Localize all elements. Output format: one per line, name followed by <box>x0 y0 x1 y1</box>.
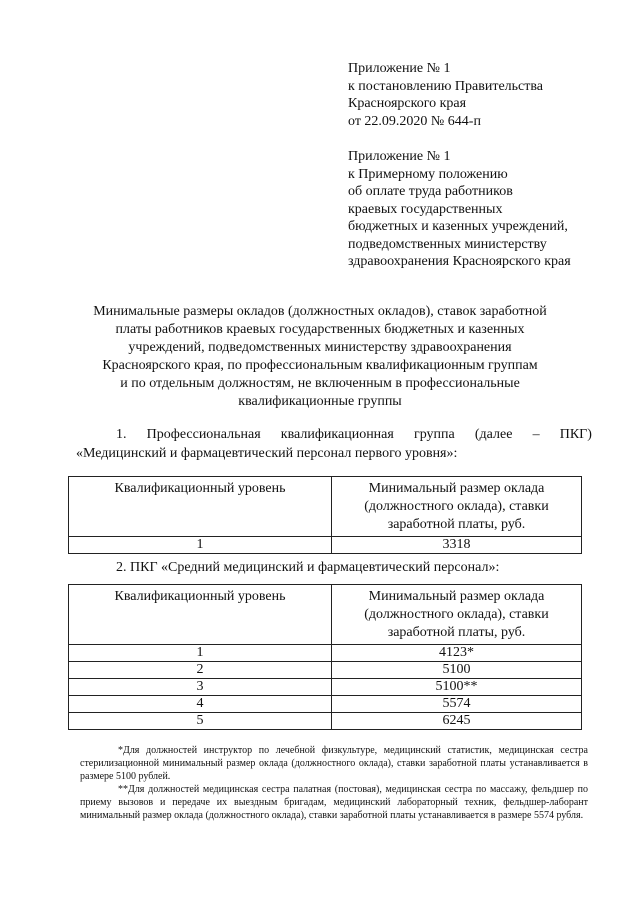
cell-salary: 6245 <box>332 713 582 730</box>
title-line: учреждений, подведомственных министерству здравоохранения <box>128 340 512 355</box>
cell-salary: 3318 <box>332 537 582 554</box>
heading-word: квалификационная <box>280 427 394 442</box>
title-line: и по отдельным должностям, не включенным в профессиональные <box>120 376 520 391</box>
appendix-line: бюджетных и казенных учреждений, <box>348 219 568 234</box>
table-header-row <box>69 585 582 645</box>
cell-salary: 5574 <box>332 696 582 713</box>
header-salary <box>332 477 582 537</box>
header-salary-line: Минимальный размер оклада <box>368 481 545 496</box>
cell-level: 1 <box>69 645 332 662</box>
table-row <box>69 713 582 730</box>
header-salary <box>332 585 582 645</box>
section-2-heading: 2. ПКГ «Средний медицинский и фармацевтический персонал»: <box>116 560 500 575</box>
section-1-line-1 <box>76 425 592 444</box>
table-row <box>69 645 582 662</box>
appendix-line: Красноярского края <box>348 96 467 111</box>
title-line: Минимальные размеры окладов (должностных окладов), ставок заработной <box>93 304 547 319</box>
appendix-line: об оплате труда работников <box>348 184 513 199</box>
appendix-line: от 22.09.2020 № 644-п <box>348 113 481 129</box>
heading-word: – <box>532 427 540 442</box>
header-salary-line: (должностного оклада), ставки <box>364 607 549 622</box>
header-level: Квалификационный уровень <box>69 477 332 537</box>
header-salary-line: заработной платы, руб. <box>387 625 526 640</box>
cell-salary: 4123* <box>332 645 582 662</box>
heading-word: (далее <box>474 427 513 442</box>
section-1-heading <box>76 425 592 463</box>
header-salary-line: заработной платы, руб. <box>387 517 526 532</box>
table-row <box>69 696 582 713</box>
header-level: Квалификационный уровень <box>69 585 332 645</box>
footnote-1: *Для должностей инструктор по лечебной физкультуре, медицинский статистик, медицинская сестра стерилизационной минимальный размер оклада (должностного оклада), ставки заработной платы устанавливается в размере 5100 рублей. <box>80 745 588 782</box>
appendix-line: краевых государственных <box>348 201 503 217</box>
header-salary-line: Минимальный размер оклада <box>368 589 545 604</box>
title-line: платы работников краевых государственных бюджетных и казенных <box>115 322 525 337</box>
table-header-row <box>69 477 582 537</box>
cell-salary: 5100** <box>332 679 582 696</box>
header-salary-line: (должностного оклада), ставки <box>364 499 549 514</box>
footnote-2: **Для должностей медицинская сестра палатная (постовая), медицинская сестра по массажу, фельдшер по приему вызовов и передаче их выездным бригадам, медицинский лабораторный техник, фельдшер-лаборант минимальный размер оклада (должностного оклада), ставки заработной платы устанавливается в размере 5574 рубля. <box>80 784 588 821</box>
footnotes <box>80 744 588 822</box>
appendix-line: Приложение № 1 <box>348 61 451 76</box>
appendix-line: к Примерному положению <box>348 166 508 182</box>
appendix-line: подведомственных министерству <box>348 236 547 252</box>
appendix-regulation-header <box>348 148 608 271</box>
table-pkg-1 <box>68 476 582 554</box>
cell-level: 2 <box>69 662 332 679</box>
cell-level: 1 <box>69 537 332 554</box>
cell-level: 5 <box>69 713 332 730</box>
heading-word: группа <box>413 427 455 442</box>
appendix-line: Приложение № 1 <box>348 149 451 164</box>
table-row <box>69 537 582 554</box>
heading-word: ПКГ) <box>559 427 592 442</box>
heading-word: 1. <box>116 427 127 442</box>
cell-salary: 5100 <box>332 662 582 679</box>
cell-level: 3 <box>69 679 332 696</box>
title-line: Красноярского края, по профессиональным квалификационным группам <box>102 358 538 373</box>
section-1-line-2: «Медицинский и фармацевтический персонал первого уровня»: <box>76 446 458 461</box>
document-title <box>60 303 580 411</box>
appendix-line: к постановлению Правительства <box>348 78 544 94</box>
appendix-line: здравоохранения Красноярского края <box>348 254 571 269</box>
table-pkg-2 <box>68 584 582 730</box>
table-row <box>69 662 582 679</box>
cell-level: 4 <box>69 696 332 713</box>
appendix-header <box>348 60 543 130</box>
table-row <box>69 679 582 696</box>
heading-word: Профессиональная <box>146 427 261 442</box>
title-line: квалификационные группы <box>238 394 402 409</box>
